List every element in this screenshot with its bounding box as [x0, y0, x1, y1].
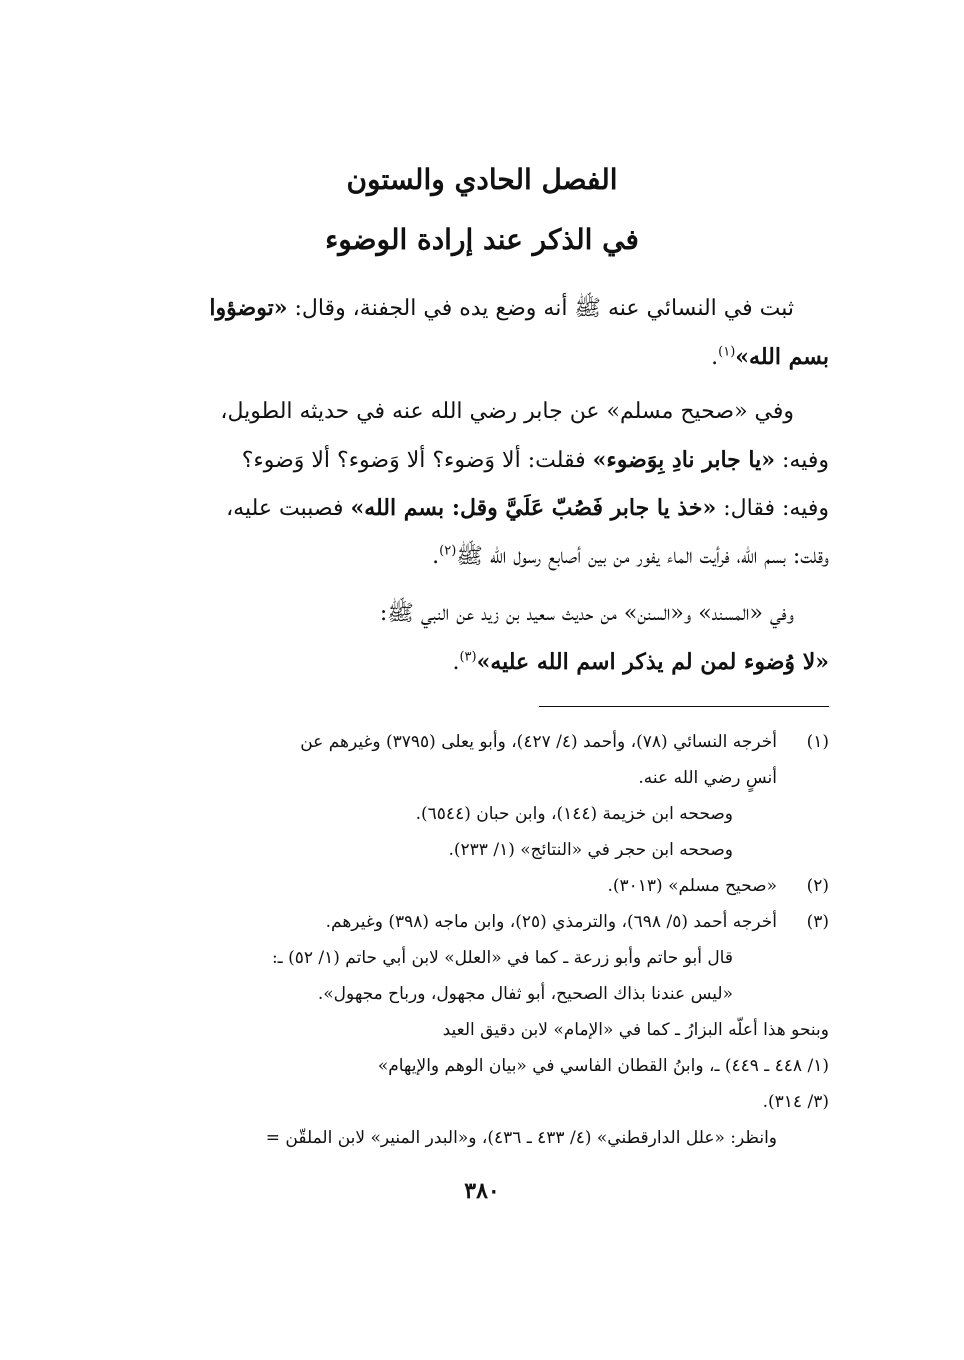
footnote-line: «صحيح مسلم» (٣٠١٣).: [607, 876, 777, 896]
footnote-1: [135, 724, 829, 796]
text-span: .: [452, 650, 460, 675]
footnotes: [135, 724, 829, 1156]
paragraph-3-line-1: [135, 484, 829, 533]
footnote-ref-1[interactable]: (١): [718, 344, 736, 360]
paragraph-4: [135, 590, 829, 687]
footnote-line: وصححه ابن خزيمة (١٤٤)، وابن حبان (٦٥٤٤).: [415, 804, 733, 824]
text-span: وقلت: بسم الله، فرأيت الماء يفور من بين أصابع رسول الله ﷺ: [456, 544, 829, 569]
footnote-body: [135, 796, 777, 868]
hadith-quote: «توضؤوا: [209, 295, 288, 321]
footnote-body: [135, 904, 777, 940]
footnote-3: [135, 904, 829, 940]
text-span: فقلت: ألا وَضوء؟ ألا وَضوء؟ ألا وَضوء؟: [241, 448, 593, 473]
footnote-line: وبنحو هذا أعلّه البزارُ ـ كما في «الإمام» لابن دقيق العيد: [442, 1020, 829, 1040]
footnote-continuation: [135, 1120, 829, 1156]
paragraph-4-line-2: [135, 638, 829, 687]
text-span: .: [711, 345, 719, 370]
paragraph-2-line-2: [135, 436, 829, 485]
footnote-1-details: [135, 796, 829, 868]
footnote-body: [135, 1120, 777, 1156]
text-span: وفيه: فقال:: [716, 496, 829, 521]
footnote-number: (١): [806, 732, 829, 752]
footnote-3-details: [135, 940, 829, 1012]
text-span: فصببت عليه،: [226, 496, 351, 521]
paragraph-1-line-2: [135, 333, 829, 382]
paragraph-1-line-1: [135, 284, 829, 333]
footnote-line: وصححه ابن حجر في «النتائج» (١/ ٢٣٣).: [448, 840, 733, 860]
chapter-title: الفصل الحادي والستون: [346, 163, 618, 196]
paragraph-1: [135, 284, 829, 382]
paragraph-3: [135, 484, 829, 581]
paragraph-2-line-1: وفي «صحيح مسلم» عن جابر رضي الله عنه في حديثه الطويل،: [220, 399, 794, 424]
paragraph-3-line-2: [135, 533, 829, 581]
text-span: وفيه:: [775, 448, 829, 473]
footnote-line: «ليس عندنا بذاك الصحيح، أبو ثفال مجهول، ورباح مجهول».: [317, 984, 733, 1004]
footnote-2: [135, 868, 829, 904]
page-number: ٣٨٠: [464, 1178, 500, 1204]
footnote-line: (١/ ٤٤٨ ـ ٤٤٩) ـ، وابنُ القطان الفاسي في «بيان الوهم والإيهام»: [377, 1056, 829, 1076]
chapter-subtitle: في الذكر عند إرادة الوضوء: [325, 223, 639, 256]
hadith-quote: «لا وُضوء لمن لم يذكر اسم الله عليه»: [476, 649, 829, 675]
footnote-number: (٣): [806, 912, 829, 932]
footnote-ref-3[interactable]: (٣): [459, 649, 477, 665]
footnote-divider: [539, 706, 829, 707]
footnote-number: (٢): [806, 876, 829, 896]
footnote-line: قال أبو حاتم وأبو زرعة ـ كما في «العلل» لابن أبي حاتم (١/ ٥٢) ـ:: [271, 948, 733, 968]
hadith-quote: بسم الله»: [735, 344, 829, 370]
paragraph-2: [135, 388, 829, 485]
footnote-body: [135, 724, 777, 796]
footnote-body: [135, 1012, 829, 1120]
footnote-line: أنسٍ رضي الله عنه.: [638, 768, 777, 788]
hadith-quote: «خذ يا جابر فَصُبّ عَلَيَّ وقل: بسم الله»: [350, 495, 717, 521]
text-span: ثبت في النسائي عنه ﷺ أنه وضع يده في الجفنة، وقال:: [287, 296, 794, 321]
paragraph-4-line-1: وفي «المسند» و«السنن» من حديث سعيد بن زيد عن النبي ﷺ:: [379, 601, 794, 626]
footnote-3-continued: [135, 1012, 829, 1120]
footnote-body: [135, 868, 777, 904]
hadith-quote: «يا جابر نادِ بِوَضوء»: [592, 447, 776, 473]
text-span: .: [432, 544, 440, 569]
footnote-line: أخرجه النسائي (٧٨)، وأحمد (٤/ ٤٢٧)، وأبو يعلى (٣٧٩٥) وغيرهم عن: [300, 732, 777, 752]
footnote-body: [135, 940, 777, 1012]
continuation-note: وانظر: «علل الدارقطني» (٤/ ٤٣٣ ـ ٤٣٦)، و«البدر المنير» لابن الملقّن =: [265, 1128, 777, 1148]
footnote-line: (٣/ ٣١٤).: [762, 1092, 829, 1112]
footnote-ref-2[interactable]: (٢): [439, 543, 457, 559]
footnote-line: أخرجه أحمد (٥/ ٦٩٨)، والترمذي (٢٥)، وابن ماجه (٣٩٨) وغيرهم.: [325, 912, 777, 932]
